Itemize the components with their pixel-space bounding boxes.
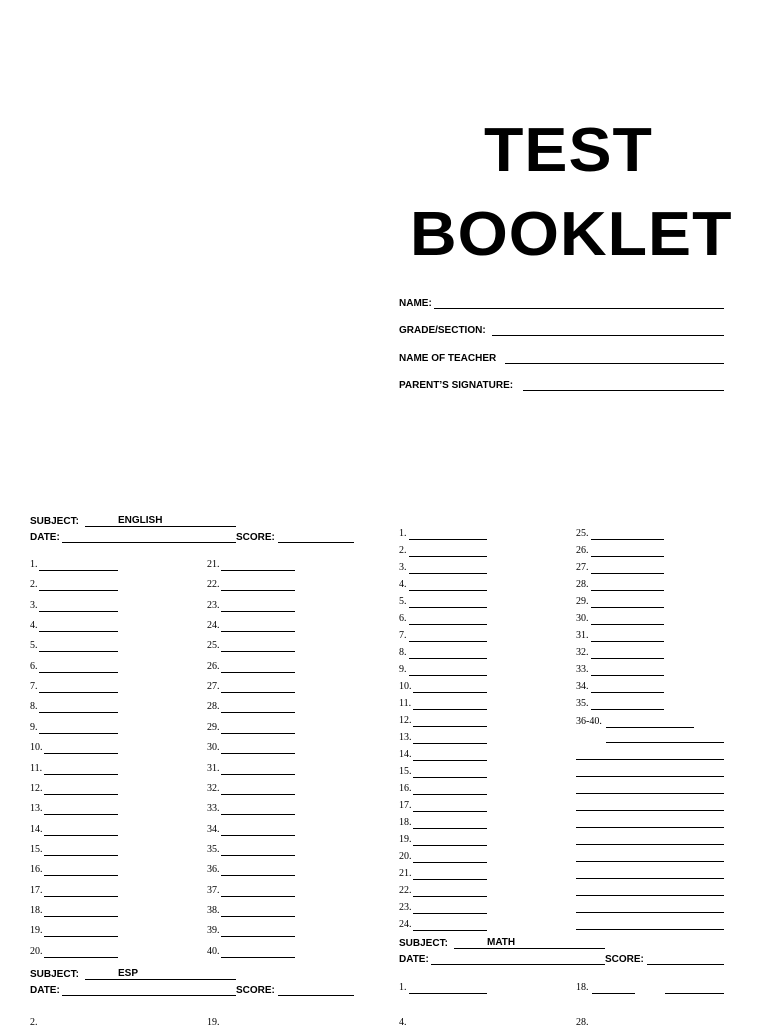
answer-number: 28. <box>576 1017 589 1028</box>
answer-row <box>30 640 118 652</box>
answer-row <box>576 596 664 608</box>
english-score-label: SCORE: <box>236 532 275 543</box>
answer-line[interactable] <box>409 607 487 608</box>
answer-number: 4. <box>30 620 38 632</box>
answer-number: 20. <box>399 851 412 862</box>
math-date-field[interactable] <box>431 964 605 965</box>
answer-number: 5. <box>399 596 407 607</box>
answer-line[interactable] <box>591 658 664 659</box>
answer-row <box>399 902 487 914</box>
answer-line[interactable] <box>221 916 295 917</box>
answer-row <box>207 946 295 958</box>
answer-number: 30. <box>576 613 589 624</box>
answer-number: 22. <box>207 579 220 591</box>
answer-number: 15. <box>30 843 43 855</box>
math-answer-row <box>399 1017 487 1029</box>
parent-signature-label: PARENT’S SIGNATURE: <box>399 380 514 391</box>
answer-row <box>207 925 295 937</box>
essay-answer-line[interactable] <box>576 878 724 879</box>
math-subject-value: MATH <box>487 937 516 948</box>
answer-line[interactable] <box>413 862 487 863</box>
answer-line[interactable] <box>39 672 118 673</box>
answer-line[interactable] <box>409 675 487 676</box>
answer-number: 24. <box>399 919 412 930</box>
answer-number: 22. <box>399 885 412 896</box>
answer-line[interactable] <box>591 641 664 642</box>
answer-number: 29. <box>207 721 220 733</box>
answer-number: 1. <box>399 528 407 539</box>
esp-score-label: SCORE: <box>236 985 275 996</box>
answer-row <box>576 681 664 693</box>
math-answer-row <box>576 982 724 994</box>
answer-number: 18. <box>399 817 412 828</box>
answer-row <box>207 661 295 673</box>
answer-line[interactable] <box>413 794 487 795</box>
english-score-field[interactable] <box>278 542 354 543</box>
answer-line[interactable] <box>221 855 295 856</box>
answer-row <box>30 600 118 612</box>
answer-line[interactable] <box>413 709 487 710</box>
answer-line[interactable] <box>409 993 487 994</box>
answer-row <box>576 613 664 625</box>
answer-row <box>576 562 664 574</box>
answer-row <box>576 528 664 540</box>
answer-row <box>30 722 118 734</box>
answer-number: 1. <box>399 982 407 993</box>
answer-number: 14. <box>30 823 43 835</box>
answer-line[interactable] <box>591 573 664 574</box>
answer-number: 27. <box>207 681 220 693</box>
math-subject-field[interactable] <box>454 948 605 949</box>
answer-line[interactable] <box>39 631 118 632</box>
answer-row <box>30 905 118 917</box>
essay-answer-line[interactable] <box>606 742 724 743</box>
answer-line[interactable] <box>39 570 118 571</box>
answer-line[interactable] <box>44 835 118 836</box>
answer-number: 21. <box>207 559 220 570</box>
answer-number: 16. <box>30 864 43 876</box>
answer-number: 28. <box>576 579 589 590</box>
answer-row <box>576 630 664 642</box>
answer-line[interactable] <box>591 675 664 676</box>
answer-line[interactable] <box>221 774 295 775</box>
answer-row <box>207 722 295 734</box>
answer-line[interactable] <box>591 709 664 710</box>
answer-row <box>399 817 487 829</box>
essay-answer-line[interactable] <box>576 844 724 845</box>
answer-line[interactable] <box>44 957 118 958</box>
answer-row <box>30 885 118 897</box>
answer-line[interactable] <box>221 794 295 795</box>
answer-number: 3. <box>399 562 407 573</box>
name-field[interactable] <box>434 308 724 309</box>
answer-line[interactable] <box>221 570 295 571</box>
teacher-label: NAME OF TEACHER <box>399 353 497 364</box>
answer-row <box>30 579 118 591</box>
answer-line[interactable] <box>221 896 295 897</box>
answer-line[interactable] <box>409 556 487 557</box>
answer-number: 1. <box>30 559 38 570</box>
teacher-field[interactable] <box>505 363 724 364</box>
answer-number: 34. <box>207 823 220 835</box>
essay-answer-line[interactable] <box>576 793 724 794</box>
answer-line[interactable] <box>221 611 295 612</box>
answer-number: 16. <box>399 783 412 794</box>
answer-row <box>30 742 118 754</box>
answer-line[interactable] <box>591 539 664 540</box>
answer-line[interactable] <box>591 590 664 591</box>
answer-line[interactable] <box>413 777 487 778</box>
math-score-field[interactable] <box>647 964 724 965</box>
answer-row <box>399 613 487 625</box>
answer-row <box>207 559 295 571</box>
answer-number: 23. <box>207 599 220 611</box>
answer-row <box>207 620 295 632</box>
answer-line[interactable] <box>413 930 487 931</box>
essay-row <box>576 716 694 728</box>
answer-number: 25. <box>207 640 220 652</box>
answer-number: 24. <box>207 620 220 632</box>
answer-row <box>399 919 487 931</box>
english-subject-label: SUBJECT: <box>30 516 79 527</box>
esp-date-field[interactable] <box>62 995 236 996</box>
answer-number: 6. <box>30 660 38 672</box>
answer-row <box>399 715 487 727</box>
answer-row <box>207 600 295 612</box>
answer-row <box>207 579 295 591</box>
answer-number: 2. <box>30 1017 38 1028</box>
answer-line[interactable] <box>221 651 295 652</box>
answer-number: 29. <box>576 596 589 607</box>
answer-line[interactable] <box>409 641 487 642</box>
answer-number: 7. <box>30 681 38 693</box>
answer-number: 38. <box>207 904 220 916</box>
answer-row <box>30 844 118 856</box>
answer-line[interactable] <box>409 539 487 540</box>
answer-row <box>399 596 487 608</box>
essay-answer-line[interactable] <box>576 759 724 760</box>
answer-line[interactable] <box>44 794 118 795</box>
answer-line[interactable] <box>413 828 487 829</box>
answer-row <box>30 946 118 958</box>
answer-row <box>399 630 487 642</box>
answer-row <box>399 885 487 897</box>
answer-number: 12. <box>30 782 43 794</box>
answer-line[interactable] <box>591 624 664 625</box>
answer-number: 36. <box>207 864 220 876</box>
answer-row <box>399 749 487 761</box>
answer-row <box>576 579 664 591</box>
esp-date-label: DATE: <box>30 985 60 996</box>
answer-line[interactable] <box>413 913 487 914</box>
answer-line[interactable] <box>221 712 295 713</box>
answer-row <box>207 844 295 856</box>
answer-row <box>207 681 295 693</box>
answer-number: 21. <box>399 868 412 879</box>
answer-number: 25. <box>576 528 589 539</box>
answer-line[interactable] <box>591 556 664 557</box>
answer-number: 9. <box>30 721 38 733</box>
answer-line[interactable] <box>39 692 118 693</box>
answer-row <box>207 742 295 754</box>
answer-number: 15. <box>399 766 412 777</box>
answer-number: 34. <box>576 681 589 692</box>
answer-row <box>30 661 118 673</box>
answer-number: 23. <box>399 902 412 913</box>
answer-row <box>207 824 295 836</box>
answer-line[interactable] <box>413 896 487 897</box>
answer-line[interactable] <box>221 753 295 754</box>
answer-number: 8. <box>30 701 38 713</box>
answer-row <box>399 528 487 540</box>
esp-answer-row <box>207 1017 295 1029</box>
parent-signature-field[interactable] <box>523 390 724 391</box>
answer-number: 3. <box>30 599 38 611</box>
esp-subject-field[interactable] <box>85 979 236 980</box>
answer-row <box>399 800 487 812</box>
answer-line[interactable] <box>39 590 118 591</box>
answer-line[interactable] <box>413 760 487 761</box>
answer-number: 31. <box>207 762 220 774</box>
answer-number: 18. <box>30 904 43 916</box>
answer-line[interactable] <box>39 651 118 652</box>
answer-line[interactable] <box>413 811 487 812</box>
answer-number: 4. <box>399 1017 407 1028</box>
answer-number: 19. <box>399 834 412 845</box>
answer-line[interactable] <box>409 590 487 591</box>
answer-line[interactable] <box>221 590 295 591</box>
answer-number: 13. <box>30 803 43 815</box>
answer-row <box>576 647 664 659</box>
english-date-label: DATE: <box>30 532 60 543</box>
grade-section-label: GRADE/SECTION: <box>399 325 486 336</box>
name-label: NAME: <box>399 298 432 309</box>
answer-number: 10. <box>30 742 43 754</box>
answer-number: 12. <box>399 715 412 726</box>
essay-answer-line[interactable] <box>576 929 724 930</box>
answer-row <box>30 864 118 876</box>
answer-row <box>207 864 295 876</box>
answer-row <box>399 851 487 863</box>
answer-number: 9. <box>399 664 407 675</box>
answer-number: 6. <box>399 613 407 624</box>
answer-row <box>30 681 118 693</box>
answer-row <box>207 885 295 897</box>
answer-number: 37. <box>207 884 220 896</box>
math-answer-row <box>576 1017 664 1029</box>
answer-row <box>399 698 487 710</box>
esp-subject-value: ESP <box>118 968 139 979</box>
answer-number: 26. <box>576 545 589 556</box>
essay-answer-line[interactable] <box>576 912 724 913</box>
answer-number: 11. <box>30 762 43 774</box>
answer-number: 32. <box>576 647 589 658</box>
answer-line[interactable] <box>44 896 118 897</box>
answer-row <box>207 803 295 815</box>
answer-line[interactable] <box>44 753 118 754</box>
answer-line[interactable] <box>221 814 295 815</box>
answer-row <box>30 559 118 571</box>
answer-row <box>399 732 487 744</box>
answer-row <box>30 701 118 713</box>
essay-answer-line[interactable] <box>576 810 724 811</box>
answer-line[interactable] <box>221 733 295 734</box>
math-score-label: SCORE: <box>605 954 644 965</box>
answer-line[interactable] <box>221 875 295 876</box>
answer-line[interactable] <box>221 692 295 693</box>
answer-row <box>207 763 295 775</box>
essay-number: 36-40. <box>576 716 602 727</box>
answer-row <box>576 698 664 710</box>
answer-line[interactable] <box>221 672 295 673</box>
answer-number: 18. <box>576 982 589 993</box>
answer-number: 2. <box>399 545 407 556</box>
answer-row <box>30 783 118 795</box>
answer-row <box>399 545 487 557</box>
grade-section-field[interactable] <box>492 335 724 336</box>
answer-row <box>207 783 295 795</box>
answer-row <box>399 647 487 659</box>
essay-answer-line[interactable] <box>576 776 724 777</box>
answer-number: 31. <box>576 630 589 641</box>
answer-number: 33. <box>207 803 220 815</box>
answer-row <box>399 834 487 846</box>
answer-number: 33. <box>576 664 589 675</box>
answer-line[interactable] <box>44 936 118 937</box>
answer-line[interactable] <box>44 814 118 815</box>
answer-row <box>207 640 295 652</box>
answer-row <box>399 766 487 778</box>
answer-number: 20. <box>30 945 43 957</box>
answer-number: 30. <box>207 742 220 754</box>
answer-row <box>399 562 487 574</box>
answer-number: 11. <box>399 698 412 709</box>
answer-row <box>399 664 487 676</box>
answer-row <box>399 783 487 795</box>
answer-row <box>207 905 295 917</box>
answer-number: 27. <box>576 562 589 573</box>
essay-answer-line[interactable] <box>576 861 724 862</box>
answer-line[interactable] <box>221 936 295 937</box>
answer-row <box>399 868 487 880</box>
answer-line[interactable] <box>592 993 635 994</box>
answer-row <box>30 763 118 775</box>
title-booklet: BOOKLET <box>410 200 733 269</box>
answer-line[interactable] <box>39 712 118 713</box>
esp-score-field[interactable] <box>278 995 354 996</box>
answer-line[interactable] <box>44 875 118 876</box>
answer-row <box>576 545 664 557</box>
answer-number: 8. <box>399 647 407 658</box>
answer-number: 13. <box>399 732 412 743</box>
answer-row <box>30 803 118 815</box>
answer-line[interactable] <box>39 733 118 734</box>
answer-row <box>30 620 118 632</box>
answer-line[interactable] <box>413 692 487 693</box>
answer-number: 7. <box>399 630 407 641</box>
answer-number: 35. <box>576 698 589 709</box>
answer-line[interactable] <box>409 658 487 659</box>
answer-row <box>207 701 295 713</box>
answer-line[interactable] <box>413 743 487 744</box>
answer-line[interactable] <box>44 855 118 856</box>
answer-line[interactable] <box>413 726 487 727</box>
answer-line[interactable] <box>413 879 487 880</box>
math-date-label: DATE: <box>399 954 429 965</box>
answer-number: 17. <box>30 884 43 896</box>
title-test: TEST <box>484 116 653 185</box>
answer-row <box>399 681 487 693</box>
math-answer-row <box>399 982 487 994</box>
answer-line[interactable] <box>409 624 487 625</box>
esp-subject-label: SUBJECT: <box>30 969 79 980</box>
answer-line-extra[interactable] <box>665 993 724 994</box>
english-date-field[interactable] <box>62 542 236 543</box>
answer-number: 28. <box>207 701 220 713</box>
math-subject-label: SUBJECT: <box>399 938 448 949</box>
answer-number: 2. <box>30 579 38 591</box>
english-subject-value: ENGLISH <box>118 515 163 526</box>
answer-line[interactable] <box>221 631 295 632</box>
essay-answer-line[interactable] <box>576 895 724 896</box>
answer-number: 35. <box>207 843 220 855</box>
answer-line[interactable] <box>221 957 295 958</box>
answer-number: 5. <box>30 640 38 652</box>
answer-row <box>399 579 487 591</box>
essay-answer-line[interactable] <box>576 827 724 828</box>
answer-row <box>576 664 664 676</box>
answer-number: 10. <box>399 681 412 692</box>
answer-line[interactable] <box>221 835 295 836</box>
answer-number: 40. <box>207 945 220 957</box>
answer-line[interactable] <box>44 916 118 917</box>
answer-number: 39. <box>207 925 220 937</box>
answer-line[interactable] <box>591 692 664 693</box>
answer-number: 32. <box>207 782 220 794</box>
answer-number: 19. <box>207 1017 220 1028</box>
answer-number: 4. <box>399 579 407 590</box>
answer-number: 14. <box>399 749 412 760</box>
answer-line[interactable] <box>39 611 118 612</box>
answer-line[interactable] <box>591 607 664 608</box>
answer-line[interactable] <box>44 774 118 775</box>
answer-row <box>30 925 118 937</box>
answer-number: 26. <box>207 660 220 672</box>
answer-row <box>30 824 118 836</box>
answer-line[interactable] <box>413 845 487 846</box>
answer-line[interactable] <box>409 573 487 574</box>
esp-answer-row <box>30 1017 118 1029</box>
answer-number: 19. <box>30 925 43 937</box>
essay-first-line[interactable] <box>606 727 694 728</box>
answer-number: 17. <box>399 800 412 811</box>
